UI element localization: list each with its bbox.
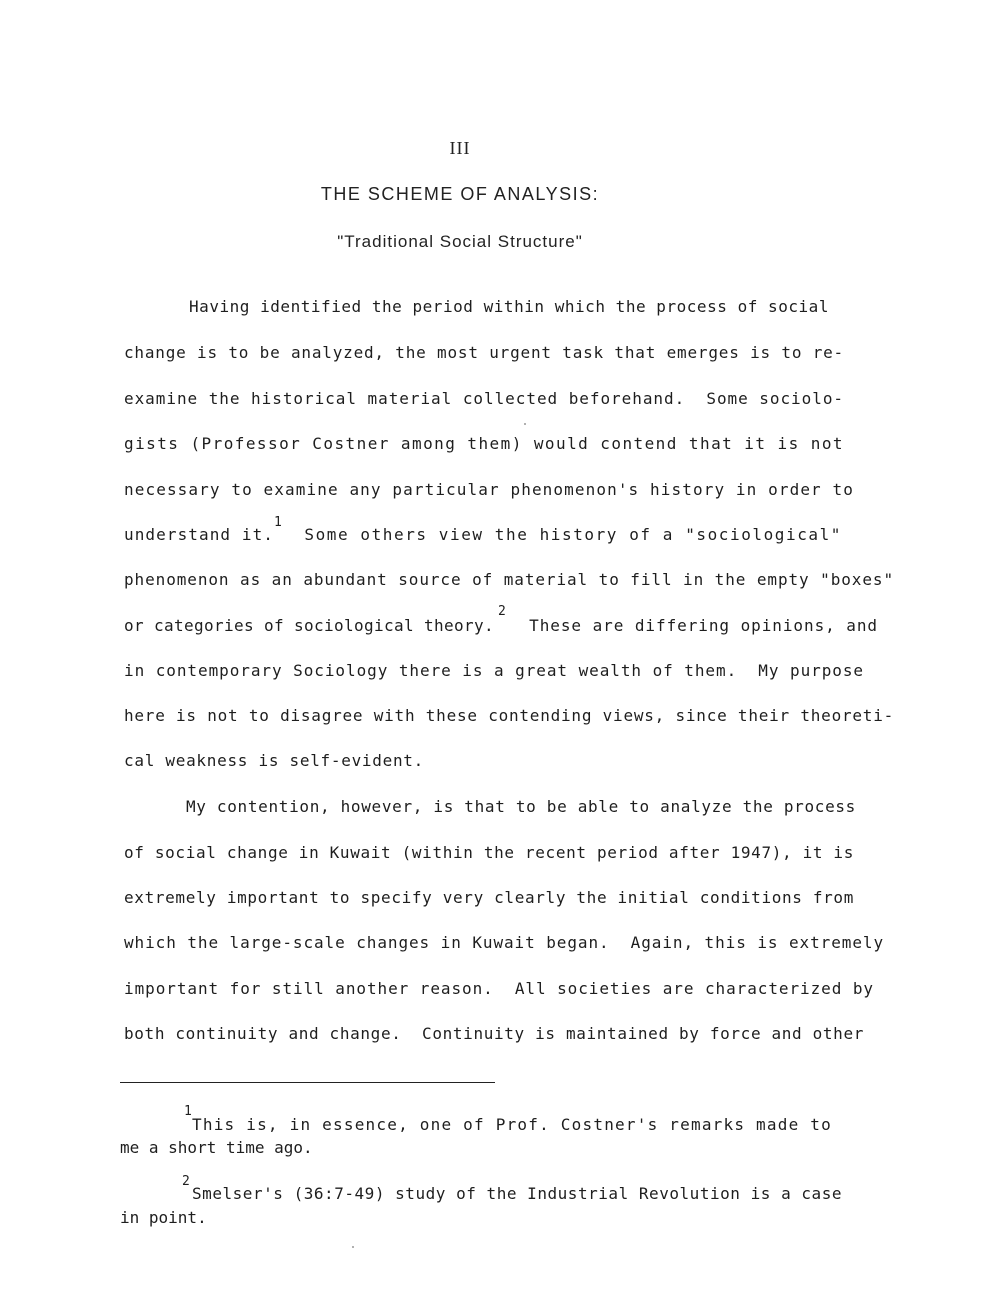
scan-speck <box>524 423 526 425</box>
scan-speck <box>352 1246 354 1248</box>
body-line-1: Having identified the period within which the process of social <box>189 297 829 316</box>
body-line-16: important for still another reason. All societies are characterized by <box>124 979 874 998</box>
footnote-1-line-1: This is, in essence, one of Prof. Costner's remarks made to <box>192 1115 832 1134</box>
body-line-4: gists (Professor Costner among them) would contend that it is not <box>124 434 844 453</box>
body-line-6-start: understand it. <box>124 525 274 544</box>
body-line-13: of social change in Kuwait (within the recent period after 1947), it is <box>124 843 854 862</box>
body-line-10: here is not to disagree with these contending views, since their theoreti- <box>124 706 894 725</box>
footnote-1-number: 1 <box>184 1104 192 1119</box>
chapter-subtitle: "Traditional Social Structure" <box>337 232 583 251</box>
footnote-2-number: 2 <box>182 1174 190 1189</box>
body-line-12: My contention, however, is that to be able to analyze the process <box>186 797 856 816</box>
body-line-11: cal weakness is self-evident. <box>124 751 424 770</box>
body-line-8-start: or categories of sociological theory. <box>124 616 494 635</box>
body-line-9: in contemporary Sociology there is a great wealth of them. My purpose <box>124 661 864 680</box>
body-line-15: which the large-scale changes in Kuwait began. Again, this is extremely <box>124 933 884 952</box>
body-line-5: necessary to examine any particular phenomenon's history in order to <box>124 480 854 499</box>
body-line-7: phenomenon as an abundant source of material to fill in the empty "boxes" <box>124 570 894 589</box>
footnote-2-line-2: in point. <box>120 1208 207 1227</box>
body-line-6-end: Some others view the history of a "sociological" <box>282 525 842 544</box>
footnote-separator <box>120 1082 495 1083</box>
body-line-17: both continuity and change. Continuity is maintained by force and other <box>124 1024 864 1043</box>
body-line-8-end: These are differing opinions, and <box>508 616 878 635</box>
footnote-ref-1: 1 <box>274 515 282 530</box>
footnote-2-line-1: Smelser's (36:7-49) study of the Industrial Revolution is a case <box>192 1184 842 1203</box>
footnote-1-line-2: me a short time ago. <box>120 1138 313 1157</box>
body-line-2: change is to be analyzed, the most urgent task that emerges is to re- <box>124 343 844 362</box>
body-line-3: examine the historical material collected beforehand. Some sociolo- <box>124 389 844 408</box>
chapter-number: III <box>449 138 471 158</box>
footnote-ref-2: 2 <box>498 604 506 619</box>
chapter-title: THE SCHEME OF ANALYSIS: <box>320 184 600 204</box>
body-line-14: extremely important to specify very clearly the initial conditions from <box>124 888 854 907</box>
